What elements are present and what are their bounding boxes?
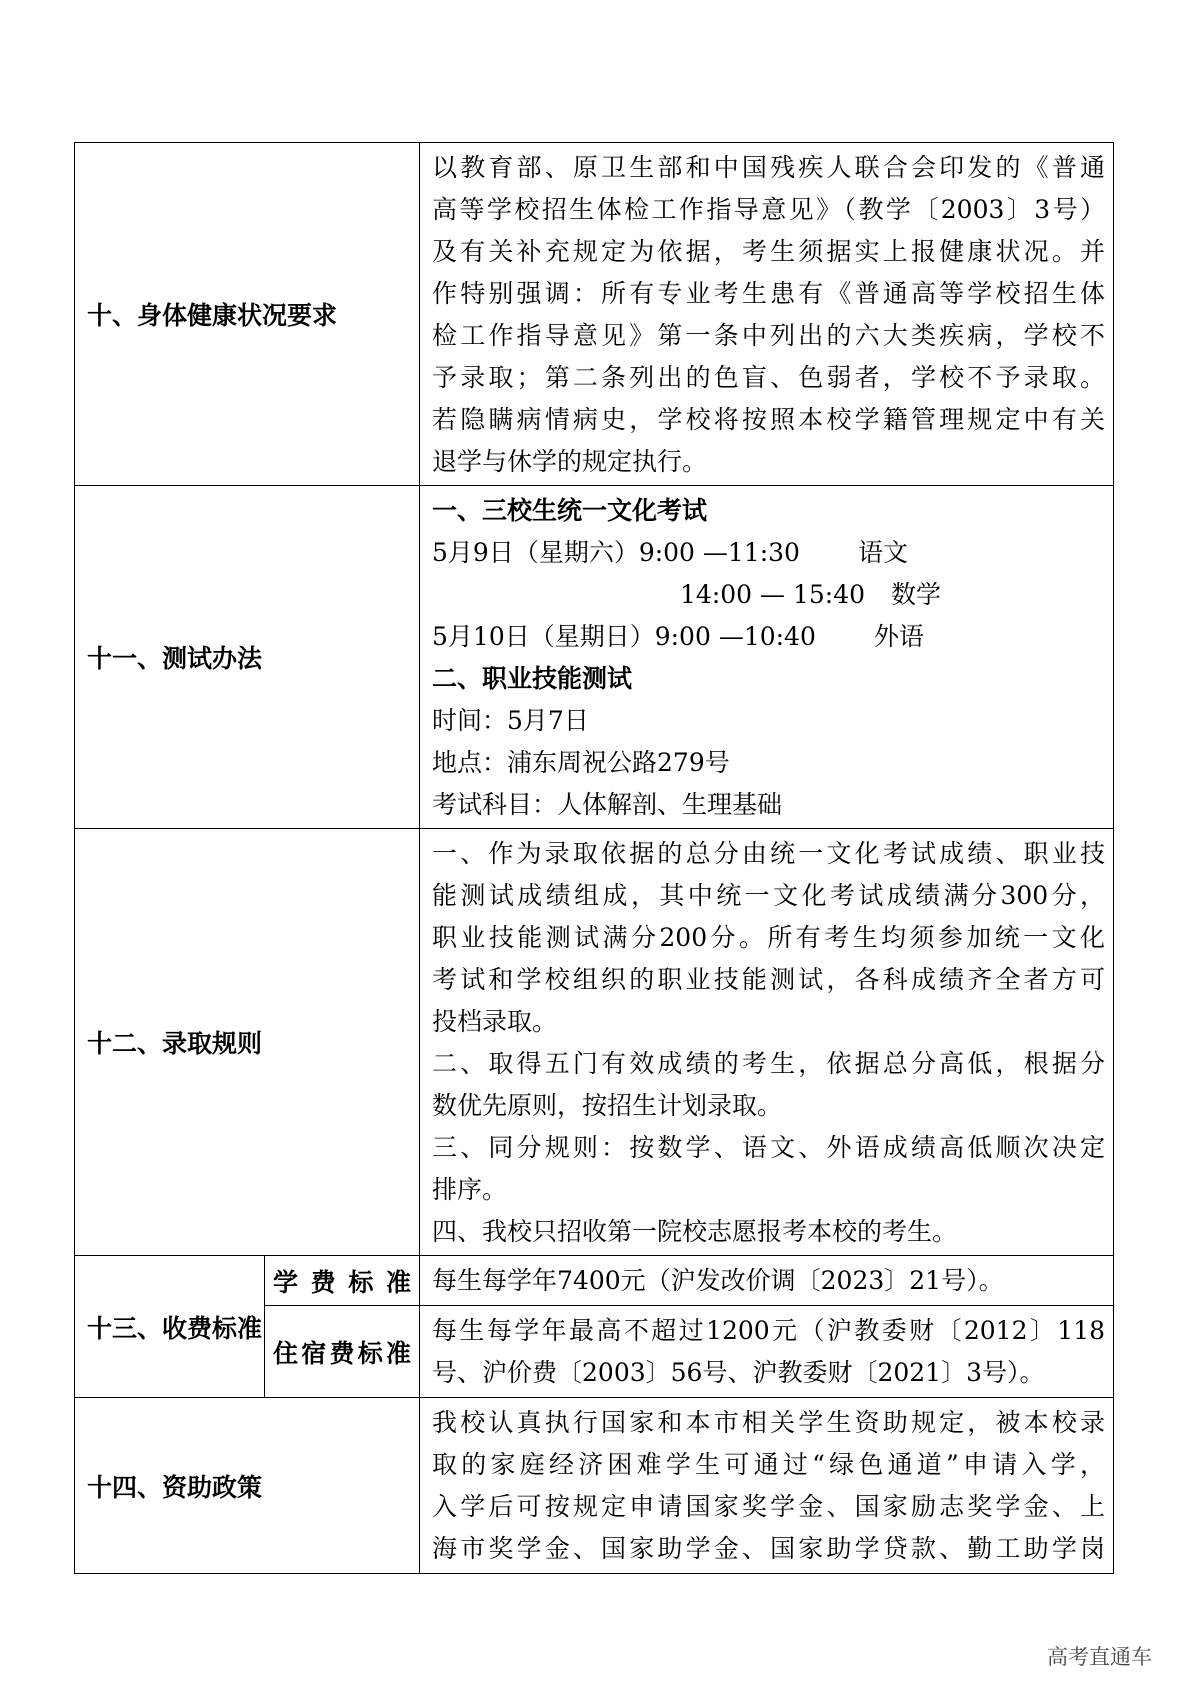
aid-line: 入学后可按规定申请国家奖学金、国家励志奖学金、上 — [432, 1492, 1106, 1521]
admission-line: 三、同分规则：按数学、语文、外语成绩高低顺次决定 — [432, 1133, 1106, 1162]
aid-line: 海市奖学金、国家助学金、国家助学贷款、勤工助学岗 — [432, 1534, 1106, 1563]
admission-line: 职业技能测试满分200分。所有考生均须参加统一文化 — [432, 923, 1106, 952]
admission-label: 十二、录取规则 — [75, 829, 420, 1256]
health-label: 十、身体健康状况要求 — [75, 143, 420, 486]
admission-content — [420, 829, 1114, 1256]
tuition-text: 每生每学年7400元（沪发改价调〔2023〕21号）。 — [432, 1266, 1004, 1295]
exam-3-date: 5月10日（星期日）9:00 —10:40 — [432, 622, 816, 651]
health-content — [420, 143, 1114, 486]
admission-line: 投档录取。 — [432, 1007, 558, 1036]
health-line: 予录取；第二条列出的色盲、色弱者，学校不予录取。 — [432, 363, 1106, 392]
skill-test-subjects: 考试科目：人体解剖、生理基础 — [432, 790, 783, 819]
exam-1-subject: 语文 — [857, 538, 908, 567]
exam-row-1 — [432, 532, 1105, 574]
exam-2-date: 14:00 — 15:40 — [680, 580, 866, 609]
health-line: 及有关补充规定为依据，考生须据实上报健康状况。并 — [432, 237, 1106, 266]
health-line: 退学与休学的规定执行。 — [432, 447, 708, 476]
health-line: 高等学校招生体检工作指导意见》（教学〔2003〕3号） — [432, 195, 1106, 224]
lodging-line: 每生每学年最高不超过1200元（沪教委财〔2012〕118 — [432, 1316, 1106, 1345]
row-health — [75, 143, 1114, 486]
test-heading-culture: 一、三校生统一文化考试 — [432, 496, 708, 525]
fees-label: 十三、收费标准 — [75, 1256, 265, 1398]
skill-test-time: 时间：5月7日 — [432, 706, 589, 735]
aid-line: 我校认真执行国家和本市相关学生资助规定，被本校录 — [432, 1408, 1106, 1437]
admission-line: 一、作为录取依据的总分由统一文化考试成绩、职业技 — [432, 839, 1106, 868]
row-test — [75, 486, 1114, 829]
exam-row-3 — [432, 616, 1105, 658]
admission-line: 考试和学校组织的职业技能测试，各科成绩齐全者方可 — [432, 965, 1106, 994]
tuition-label: 学费标准 — [265, 1256, 420, 1306]
exam-3-subject: 外语 — [873, 622, 924, 651]
aid-label: 十四、资助政策 — [75, 1398, 420, 1574]
exam-row-2 — [432, 574, 1105, 616]
admission-line: 数优先原则，按招生计划录取。 — [432, 1091, 783, 1120]
admission-line: 排序。 — [432, 1175, 508, 1204]
row-fees-tuition — [75, 1256, 1114, 1306]
admission-line: 四、我校只招收第一院校志愿报考本校的考生。 — [432, 1217, 958, 1246]
watermark-text: 高考直通车 — [1047, 1645, 1152, 1669]
exam-1-date: 5月9日（星期六）9:00 —11:30 — [432, 538, 800, 567]
health-line: 作特别强调：所有专业考生患有《普通高等学校招生体 — [432, 279, 1106, 308]
row-admission — [75, 829, 1114, 1256]
admission-info-table — [74, 142, 1114, 1574]
tuition-content — [420, 1256, 1114, 1306]
row-aid — [75, 1398, 1114, 1574]
admission-line: 二、取得五门有效成绩的考生，依据总分高低，根据分 — [432, 1049, 1106, 1078]
health-line: 以教育部、原卫生部和中国残疾人联合会印发的《普通 — [432, 153, 1106, 182]
test-label: 十一、测试办法 — [75, 486, 420, 829]
exam-2-subject: 数学 — [891, 580, 942, 609]
health-line: 若隐瞒病情病史，学校将按照本校学籍管理规定中有关 — [432, 405, 1106, 434]
admission-line: 能测试成绩组成，其中统一文化考试成绩满分300分， — [432, 881, 1106, 910]
health-line: 检工作指导意见》第一条中列出的六大类疾病，学校不 — [432, 321, 1106, 350]
lodging-line: 号、沪价费〔2003〕56号、沪教委财〔2021〕3号）。 — [432, 1358, 1045, 1387]
skill-test-place: 地点：浦东周祝公路279号 — [432, 748, 730, 777]
lodging-label: 住宿费标准 — [265, 1306, 420, 1398]
test-heading-skill: 二、职业技能测试 — [432, 664, 633, 693]
aid-content — [420, 1398, 1114, 1574]
aid-line: 取的家庭经济困难学生可通过“绿色通道”申请入学， — [432, 1450, 1106, 1479]
lodging-content — [420, 1306, 1114, 1398]
test-content — [420, 486, 1114, 829]
